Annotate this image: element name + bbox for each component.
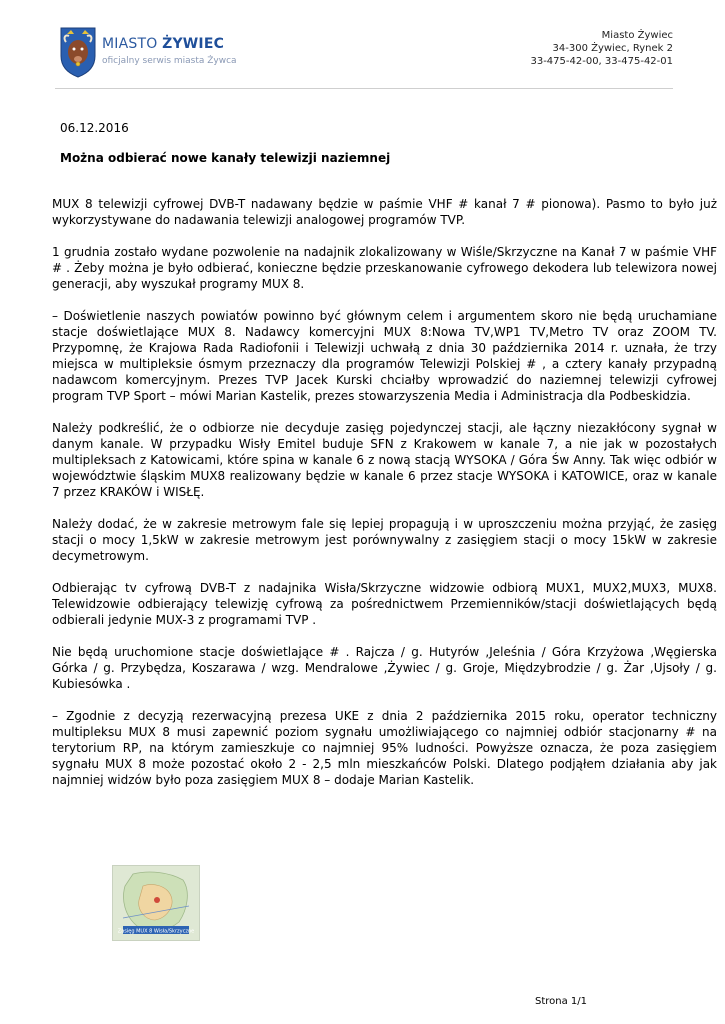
article-title: Można odbierać nowe kanały telewizji naziemnej xyxy=(60,151,391,165)
article-paragraph: – Zgodnie z decyzją rezerwacyjną prezesa UKE z dnia 2 października 2015 roku, operator techniczny multipleksu MUX 8 musi zapewnić poziom sygnału umożliwiającego co najmniej odbiór stacjonarny # na terytorium RP, na którym zamieszkuje co najmniej 95% ludności. Powyższe oznacza, że poza zasięgiem sygnału MUX 8 może pozostać około 2 - 2,5 mln mieszkańców Polski. Dlatego podjąłem działania aby jak najmniej widzów było poza zasięgiem MUX 8 – dodaje Marian Kastelik. xyxy=(52,709,717,787)
address-block xyxy=(530,29,673,68)
article-paragraph: MUX 8 telewizji cyfrowej DVB-T nadawany będzie w paśmie VHF # kanał 7 # pionowa). Pasmo to było już wykorzystywane do nadawania telewizji analogowej programów TVP. xyxy=(52,197,717,227)
article-paragraph: Odbierając tv cyfrową DVB-T z nadajnika Wisła/Skrzyczne widzowie odbiorą MUX1, MUX2,MUX3, MUX8. Telewidzowie odbierający telewizję cyfrową za pośrednictwem Przemienników/stacji doświetlających będą odbierali jedynie MUX-3 z programami TVP . xyxy=(52,581,717,627)
page-number: Strona 1/1 xyxy=(534,996,587,1007)
article-date: 06.12.2016 xyxy=(60,121,129,135)
logo-title: MIASTO ŻYWIEC xyxy=(102,36,225,52)
coverage-map-image[interactable] xyxy=(112,865,200,941)
site-logo[interactable] xyxy=(55,24,255,84)
map-caption: Zasięg MUX 8 Wisła/Skrzyczne xyxy=(117,928,195,935)
address-line: 33-475-42-00, 33-475-42-01 xyxy=(530,56,673,67)
map-icon xyxy=(113,866,199,940)
article-paragraph: 1 grudnia zostało wydane pozwolenie na nadajnik zlokalizowany w Wiśle/Skrzyczne na Kanał 7 w paśmie VHF # . Żeby można je było odbierać, konieczne będzie przeskanowanie cyfrowego dekodera lub telewizora nowej generacji, aby wyszukał programy MUX 8. xyxy=(52,245,717,291)
address-line: 34-300 Żywiec, Rynek 2 xyxy=(552,43,673,54)
article-paragraph: Należy podkreślić, że o odbiorze nie decyduje zasięg pojedynczej stacji, ale łączny niezakłócony sygnał w danym kanale. W przypadku Wisły Emitel buduje SFN z Krakowem w kanale 7, a nie jak w pozostałych multipleksach z Katowicami, które spina w kanale 6 z nową stacją WYSOKA / Góra Św Anny. Tak więc odbiór w województwie śląskim MUX8 realizowany będzie w kanale 6 przez stacje WYSOKA i KATOWICE, oraz w kanale 7 przez KRAKÓW i WISŁĘ. xyxy=(52,421,717,499)
article-body xyxy=(52,196,717,804)
logo-subtitle: oficjalny serwis miasta Żywca xyxy=(102,56,237,66)
article-paragraph: Należy dodać, że w zakresie metrowym fale się lepiej propagują i w uproszczeniu można przyjąć, że zasięg stacji o mocy 1,5kW w zakresie metrowym jest porównywalny z zasięgiem stacji o mocy 15kW w zakresie decymetrowym. xyxy=(52,517,717,563)
article-paragraph: Nie będą uruchomione stacje doświetlające # . Rajcza / g. Hutyrów ,Jeleśnia / Góra Krzyżowa ,Węgierska Górka / g. Przybędza, Koszarawa / wzg. Mendralowe ,Żywiec / g. Groje, Międzybrodzie / g. Żar ,Ujsoły / g. Kubiesówka . xyxy=(52,645,717,691)
header-divider xyxy=(55,88,673,89)
address-line: Miasto Żywiec xyxy=(601,30,673,41)
coat-of-arms-icon xyxy=(59,26,97,78)
article-paragraph: – Doświetlenie naszych powiatów powinno być głównym celem i argumentem skoro nie będą uruchamiane stacje doświetlające MUX 8. Nadawcy komercyjni MUX 8:Nowa TV,WP1 TV,Metro TV oraz ZOOM TV. Przypomnę, że Krajowa Rada Radiofonii i Telewizji uchwałą z dnia 30 października 2014 r. uznała, że trzy miejsca w multipleksie ósmym przeznaczy dla programów Telewizji Polskiej # , a cztery kanały przypadną nadawcom komercyjnym. Prezes TVP Jacek Kurski chciałby wprowadzić do naziemnej telewizji cyfrowej program TVP Sport – mówi Marian Kastelik, prezes stowarzyszenia Media i Administracja dla Podbeskidzia. xyxy=(52,309,717,403)
